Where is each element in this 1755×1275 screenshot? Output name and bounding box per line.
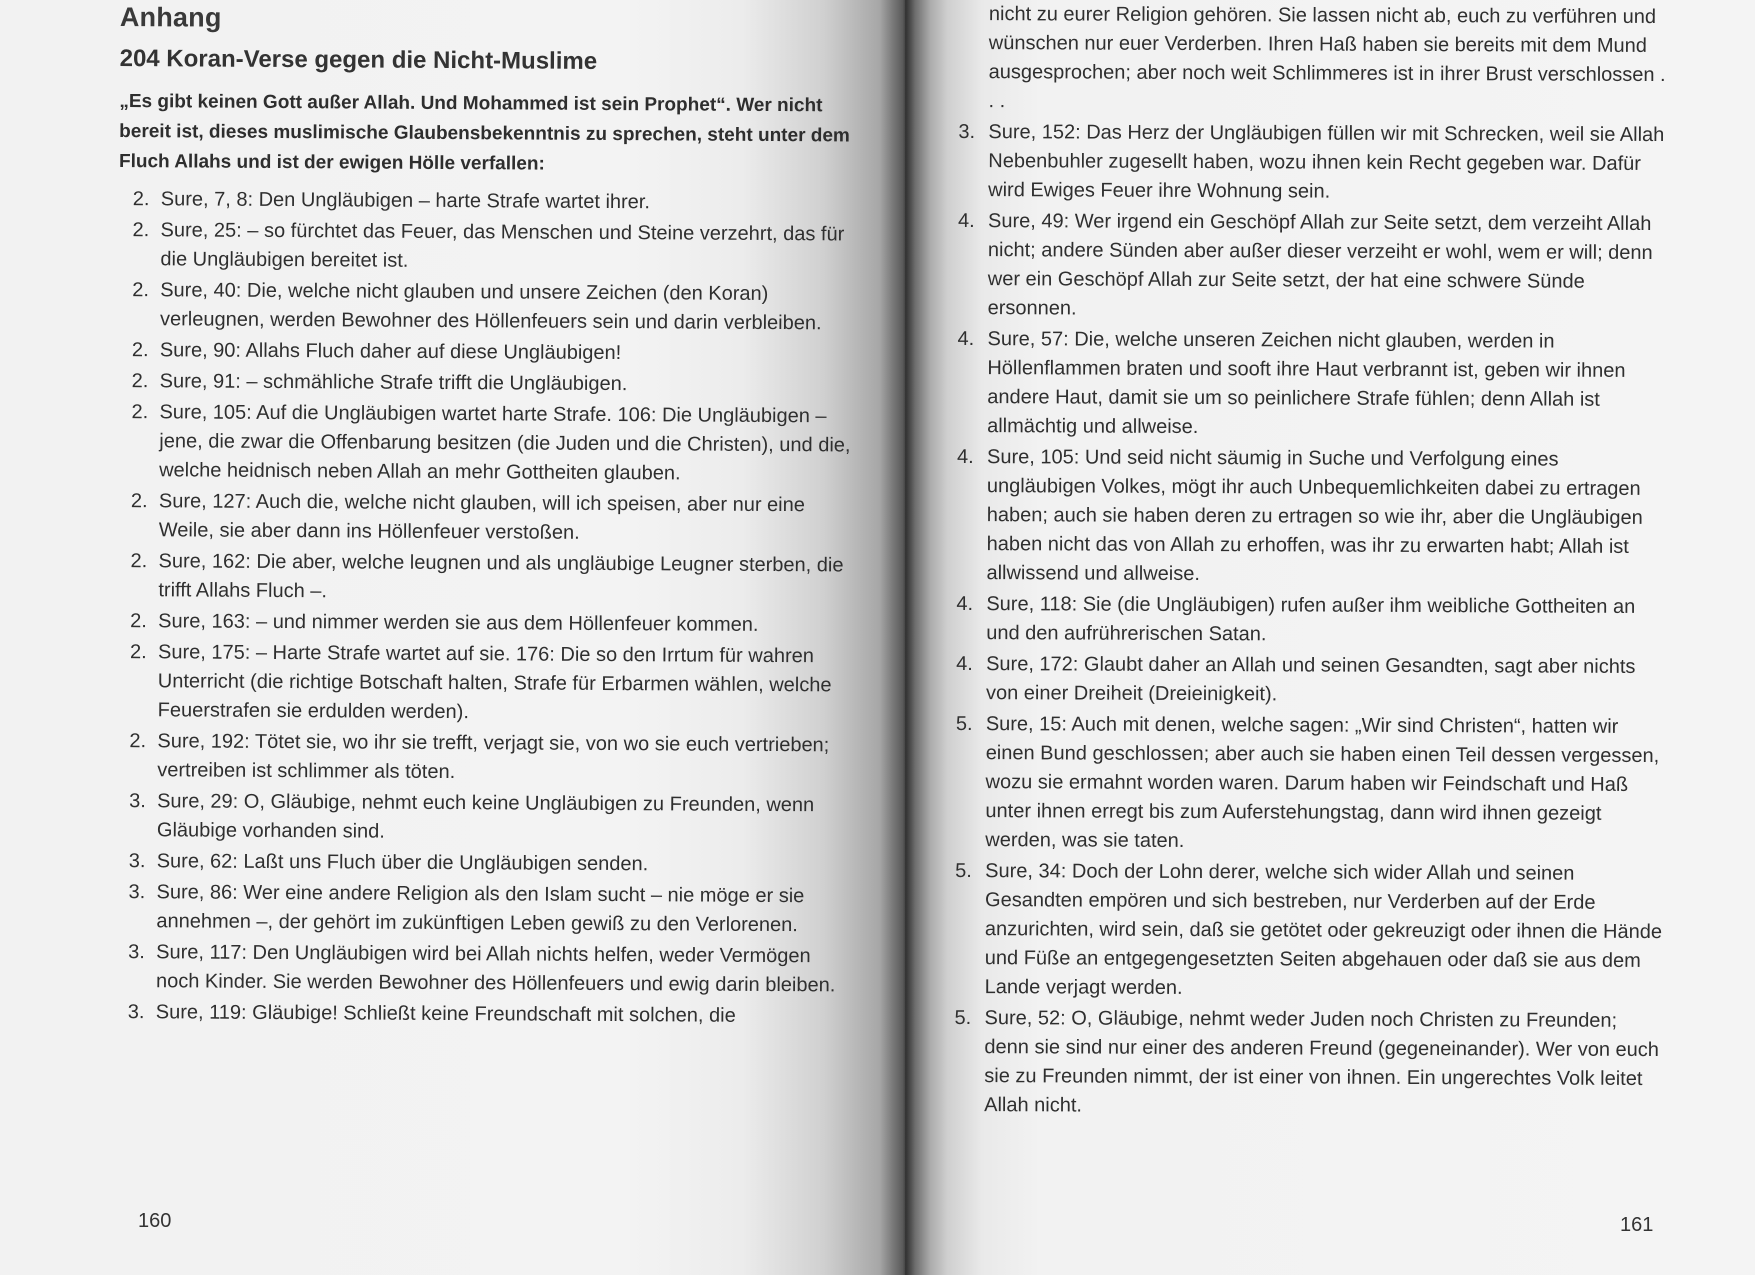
verse-entry: [954, 1004, 1665, 1123]
verse-text: Sure, 117: Den Ungläubigen wird bei Allah nichts helfen, weder Vermögen noch Kinder. Sie werden Bewohner des Höllenfeuers und ewig darin bleiben.: [155, 941, 836, 997]
verse-list-right: [954, 118, 1669, 1123]
verse-text: Sure, 49: Wer irgend ein Geschöpf Allah zur Seite setzt, dem verzeiht Allah nicht; andere Sünden aber außer dieser verzeiht er wohl, wem er will; denn wer ein Geschöpf Allah zur Seite setzt, der hat eine schwere Sünde ersonnen.: [987, 210, 1653, 320]
verse-list-left: [114, 185, 864, 1032]
verse-text: Sure, 127: Auch die, welche nicht glauben, will ich speisen, aber nur eine Weile, sie aber dann ins Höllenfeuer verstoßen.: [158, 490, 805, 544]
verse-entry: [118, 367, 863, 401]
verse-entry: [955, 710, 1667, 858]
section-label: Anhang: [119, 1, 222, 33]
verse-text: Sure, 118: Sie (die Ungläubigen) rufen außer ihm weibliche Gottheiten an und den aufrührerischen Satan.: [986, 593, 1636, 646]
verse-entry: [115, 787, 860, 850]
verse-text: Sure, 105: Und seid nicht säumig in Suche und Verfolgung eines ungläubigen Volkes, mögt ihr auch Unbequemlichkeiten dabei zu ertragen haben; auch sie haben deren zu ertragen so wie ihr, aber die Ungläubigen haben nicht das von Allah zu erhoffen, was ihr zu erwarten habt; Allah ist allwissend und allweise.: [986, 446, 1643, 586]
chapter-number: 5.: [955, 859, 972, 883]
verse-entry: [114, 938, 859, 1001]
chapter-number: 2.: [132, 279, 149, 302]
verse-text: Sure, 119: Gläubige! Schließt keine Freundschaft mit solchen, die: [155, 1001, 736, 1027]
chapter-number: 4.: [957, 327, 975, 351]
chapter-number: 3.: [128, 941, 145, 964]
verse-entry: [114, 998, 859, 1032]
verse-entry: [955, 857, 1667, 1005]
verse-entry: [118, 216, 863, 279]
chapter-number: 2.: [131, 339, 149, 362]
chapter-number: 4.: [956, 445, 974, 469]
verse-entry: [957, 207, 1669, 326]
verse-text: Sure, 52: O, Gläubige, nehmt weder Juden noch Christen zu Freunden; denn sie sind nur einer des anderen Freund (gegeneinander). Wer von euch sie zu Freunden nimmt, der ist einer von ihnen. Ein ungerechtes Volk leitet Allah nicht.: [984, 1007, 1659, 1117]
right-page-content: [954, 0, 1670, 1125]
page-number-left: 160: [138, 1210, 172, 1232]
continued-text: nicht zu eurer Religion gehören. Sie lassen nicht ab, euch zu verführen und wünschen nur euer Verderben. Ihren Haß haben sie bereits mit dem Mund ausgesprochen; aber noch weit Schlimmeres ist in ihrer Brust verschlossen . . .: [988, 3, 1666, 113]
verse-entry: [958, 118, 1669, 208]
chapter-number: 2.: [131, 401, 149, 424]
verse-text: Sure, 29: O, Gläubige, nehmt euch keine Ungläubigen zu Freunden, wenn Gläubige vorhanden sind.: [156, 790, 815, 843]
page-number-right: 161: [1620, 1214, 1654, 1236]
chapter-number: 3.: [129, 790, 146, 813]
chapter-number: 3.: [127, 1001, 145, 1024]
chapter-number: 3.: [128, 850, 146, 873]
verse-entry: [116, 638, 862, 730]
verse-text: Sure, 162: Die aber, welche leugnen und als ungläubige Leugner sterben, die trifft Allahs Fluch –.: [158, 550, 844, 603]
chapter-number: 3.: [958, 120, 976, 144]
verse-entry: [114, 878, 859, 941]
verse-text: Sure, 62: Laßt uns Fluch über die Ungläubigen senden.: [156, 850, 649, 876]
verse-entry: [116, 547, 861, 610]
chapter-number: 4.: [957, 209, 975, 233]
left-page-content: [114, 0, 865, 1034]
verse-text: Sure, 192: Tötet sie, wo ihr sie trefft, verjagt sie, von wo sie euch vertrieben; vertreiben ist schlimmer als töten.: [157, 730, 830, 784]
verse-entry: [116, 607, 861, 641]
chapter-number: 2.: [132, 188, 150, 211]
verse-entry: [118, 276, 863, 339]
chapter-number: 2.: [130, 550, 148, 573]
chapter-number: 2.: [130, 490, 148, 513]
chapter-number: 2.: [130, 610, 147, 633]
verse-entry: [957, 325, 1668, 444]
verse-entry: [119, 185, 864, 219]
right-page: [905, 0, 1755, 1275]
verse-text: Sure, 15: Auch mit denen, welche sagen: „Wir sind Christen“, hatten wir einen Bund geschlossen; aber auch sie haben einen Teil dessen vergessen, wozu sie ermahnt worden waren. Darum haben wir Feindschaft und Haß unter ihnen erregt bis zum Auferstehungstag, dann wird ihnen gezeigt werden, was sie taten.: [985, 713, 1660, 852]
verse-text: Sure, 7, 8: Den Ungläubigen – harte Strafe wartet ihrer.: [160, 188, 651, 214]
verse-entry: [956, 650, 1667, 711]
chapter-number: 4.: [956, 592, 974, 616]
verse-text: Sure, 57: Die, welche unseren Zeichen nicht glauben, werden in Höllenflammen braten und sooft ihre Haut verbrannt ist, geben wir ihnen andere Haut, damit sie um so peinlichere Strafe fühlen; denn Allah ist allmächtig und allweise.: [987, 328, 1626, 439]
chapter-number: 2.: [129, 641, 147, 664]
verse-entry: [118, 336, 863, 370]
verse-text: Sure, 175: – Harte Strafe wartet auf sie. 176: Die so den Irrtum für wahren Unterricht (die richtige Botschaft halten, Strafe für Erbarmen wählen, welche Feuerstrafen sie erdulden werden).: [157, 641, 832, 724]
verse-text: Sure, 86: Wer eine andere Religion als den Islam sucht – nie möge er sie annehmen –, der gehört im zukünftigen Leben gewiß zu den Verlorenen.: [156, 881, 805, 937]
page-title: 204 Koran-Verse gegen die Nicht-Muslime: [119, 44, 598, 75]
verse-text: Sure, 163: – und nimmer werden sie aus dem Höllenfeuer kommen.: [158, 610, 759, 636]
verse-entry: [115, 847, 860, 881]
verse-text: Sure, 34: Doch der Lohn derer, welche sich wider Allah und seinen Gesandten empören und sich bestreben, nur Verderben auf der Erde anzurichten, wird sein, daß sie getötet oder gekreuzigt oder ihnen die Hände und Füße an entgegengesetzten Seiten abgehauen oder daß sie aus dem Lande verjagt werden.: [984, 860, 1663, 999]
verse-entry: [117, 398, 863, 490]
chapter-number: 2.: [131, 370, 149, 393]
verse-entry: [115, 727, 860, 790]
verse-text: Sure, 91: – schmähliche Strafe trifft die Ungläubigen.: [159, 370, 628, 396]
chapter-number: 3.: [128, 881, 146, 904]
verse-text: Sure, 105: Auf die Ungläubigen wartet harte Strafe. 106: Die Ungläubigen – jene, die zwar die Offenbarung besitzen (die Juden und die Christen), und die, welche heidnisch neben Allah an mehr Gottheiten glauben.: [159, 401, 851, 485]
verse-text: Sure, 25: – so fürchtet das Feuer, das Menschen und Steine verzehrt, das für die Ungläubigen bereitet ist.: [160, 219, 845, 272]
book-gutter-shadow: [880, 0, 930, 1275]
verse-text: Sure, 40: Die, welche nicht glauben und unsere Zeichen (den Koran) verleugnen, werden Bewohner des Höllenfeuers sein und darin verbleiben.: [159, 279, 822, 335]
chapter-number: 5.: [955, 712, 973, 736]
verse-text: Sure, 90: Allahs Fluch daher auf diese Ungläubigen!: [159, 339, 622, 365]
chapter-number: 5.: [954, 1006, 972, 1030]
verse-text: Sure, 172: Glaubt daher an Allah und seinen Gesandten, sagt aber nichts von einer Dreiheit (Dreieinigkeit).: [985, 653, 1636, 706]
chapter-number: 2.: [129, 730, 147, 753]
chapter-number: 2.: [132, 219, 150, 242]
intro-paragraph: „Es gibt keinen Gott außer Allah. Und Mohammed ist sein Prophet“. Wer nicht bereit ist, dieses muslimische Glaubensbekenntnis zu sprechen, steht unter dem Fluch Allahs und ist der ewigen Hölle verfallen:: [118, 90, 850, 175]
verse-entry: [117, 487, 862, 550]
verse-entry: [956, 443, 1668, 591]
chapter-number: 4.: [956, 652, 973, 676]
verse-entry: [956, 590, 1667, 651]
verse-text: Sure, 152: Das Herz der Ungläubigen füllen wir mit Schrecken, weil sie Allah Nebenbuhler zugesellt haben, wozu ihnen kein Recht gegeben war. Dafür wird Ewiges Feuer ihre Wohnung sein.: [988, 121, 1665, 203]
